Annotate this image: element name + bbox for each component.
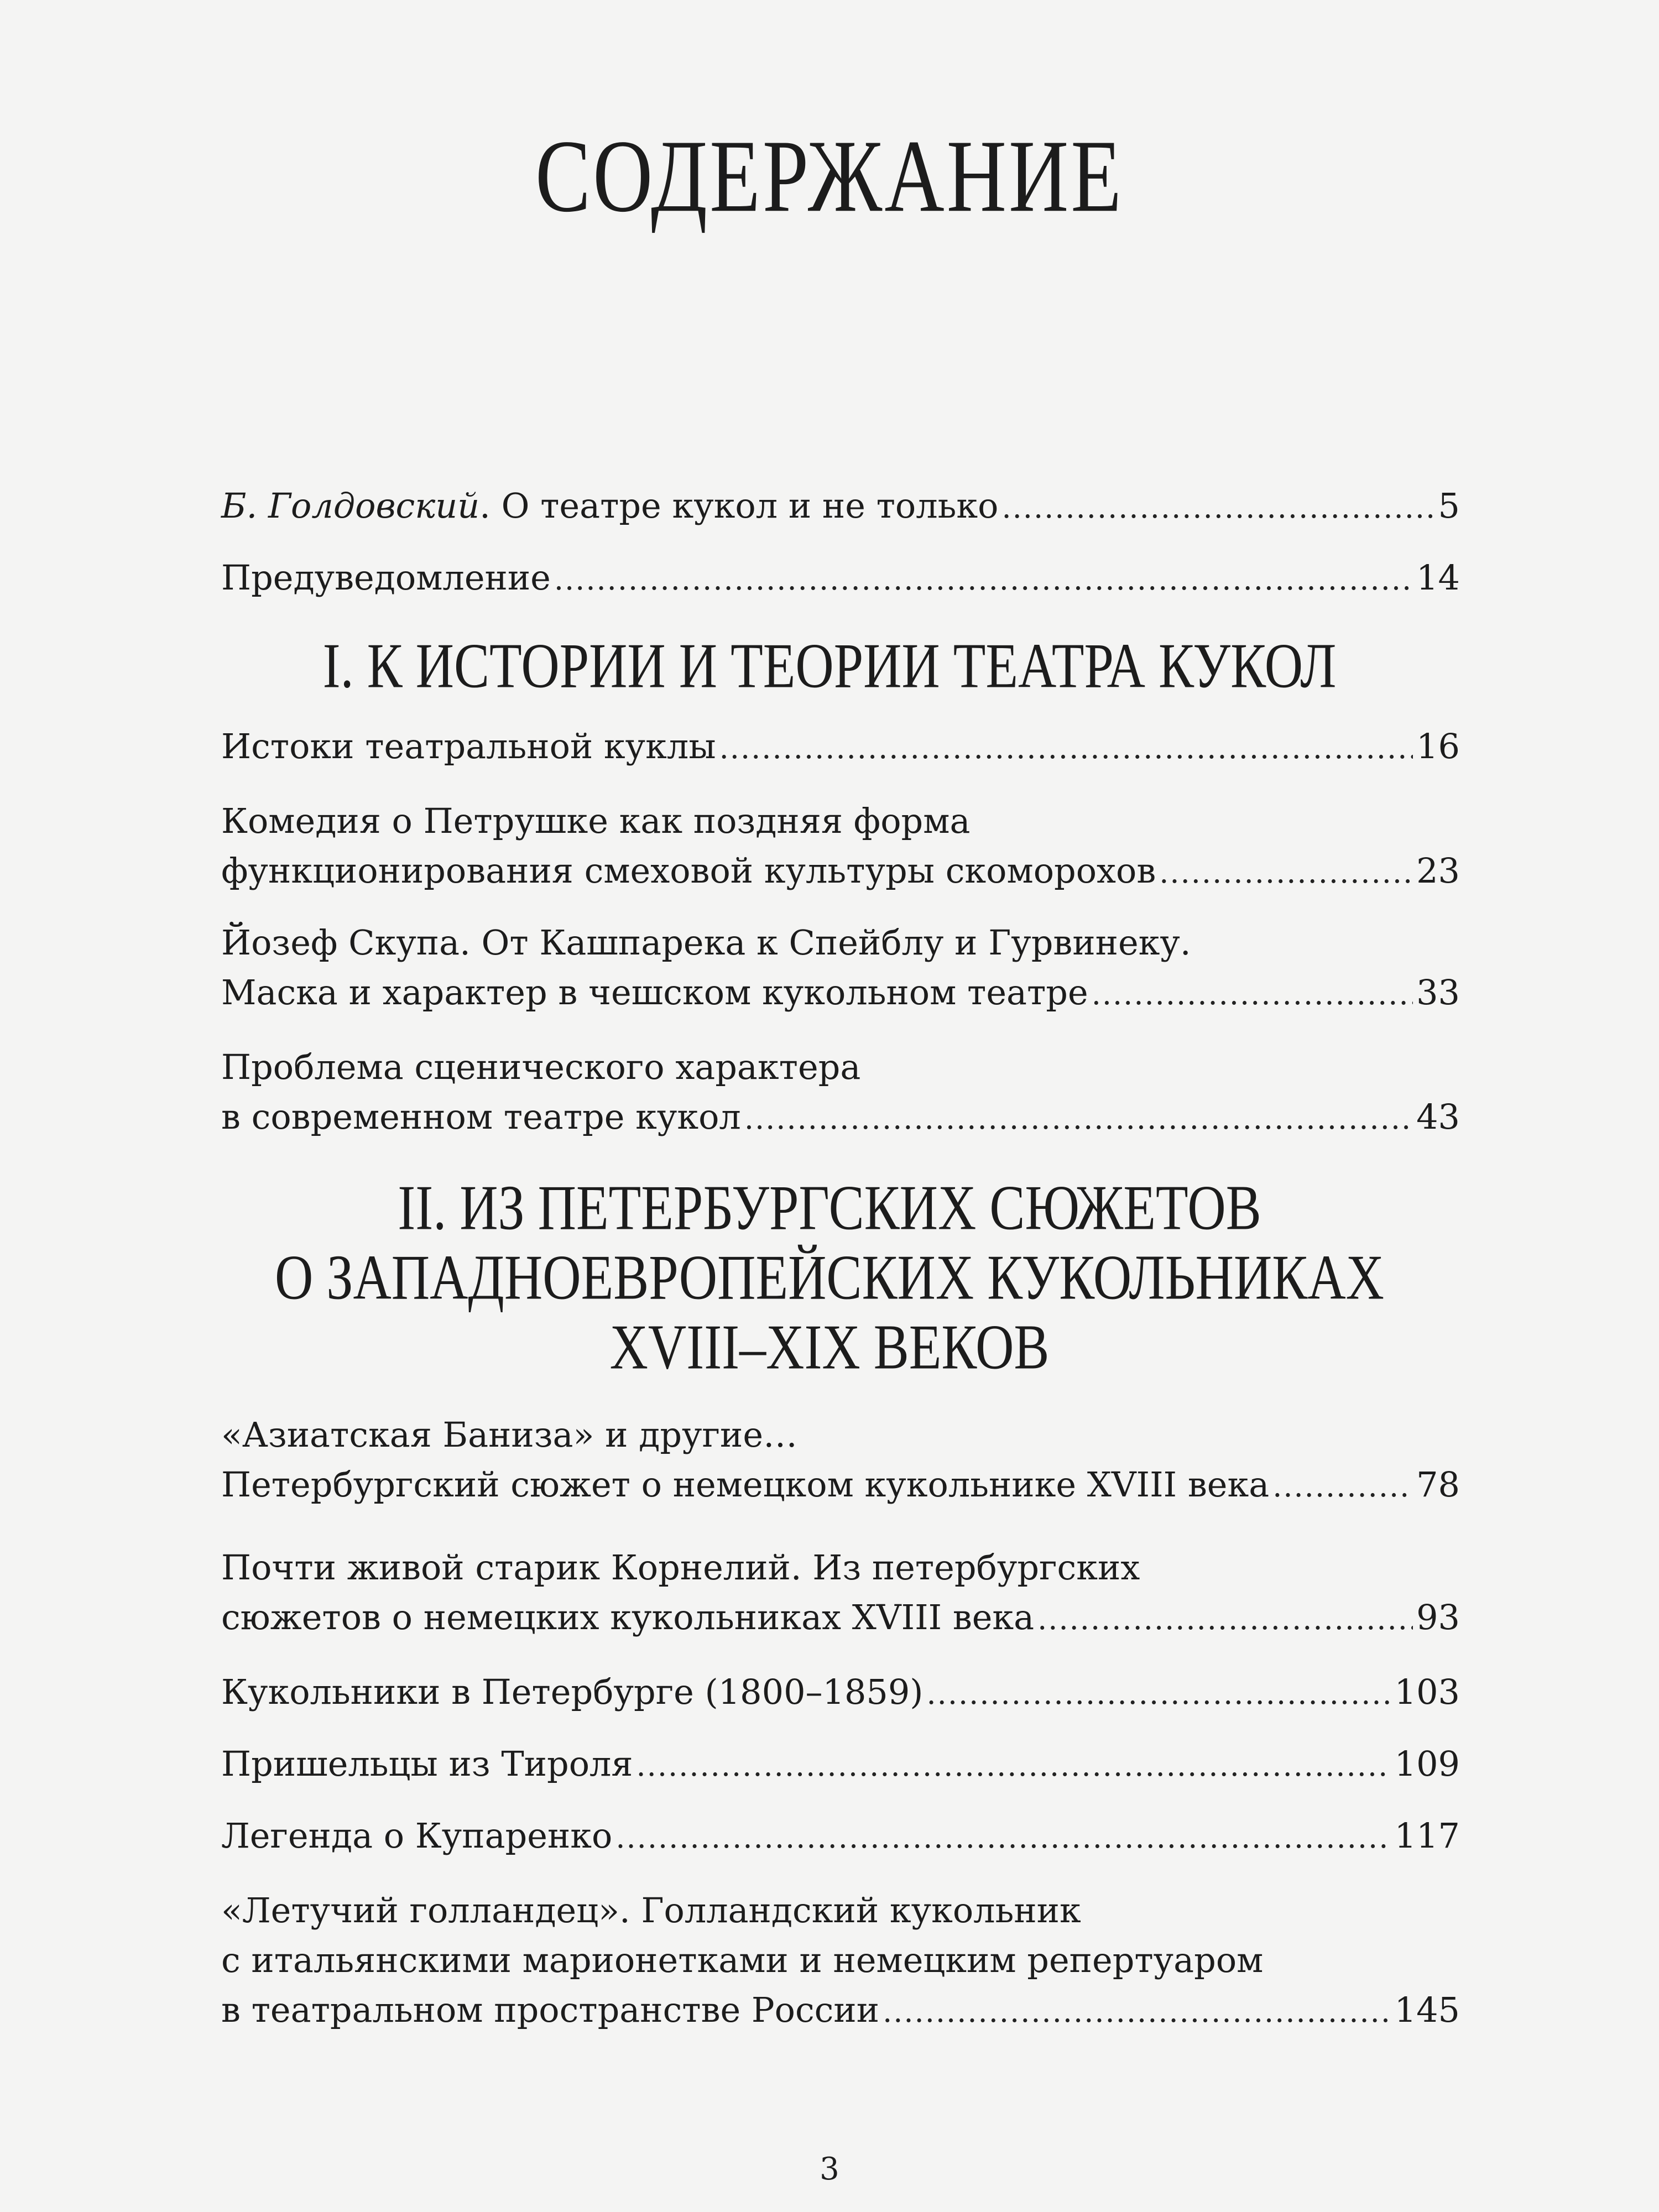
dot-leader [1092, 969, 1413, 1019]
toc-entry [221, 1886, 1460, 2037]
toc-entry [221, 1410, 1460, 1511]
toc-entry [221, 1667, 1460, 1719]
entry-page-number: 109 [1394, 1744, 1460, 1784]
entry-text: Петербургский сюжет о немецком кукольнике XVIII века [221, 1464, 1270, 1505]
entry-page-number: 117 [1394, 1815, 1460, 1856]
toc-entry-preface [221, 553, 1460, 604]
toc-entry [221, 1543, 1460, 1644]
entry-text: Пришельцы из Тироля [221, 1744, 633, 1784]
entry-text: «Азиатская Баниза» и другие… [221, 1415, 798, 1455]
section-heading-2: II. ИЗ ПЕТЕРБУРГСКИХ СЮЖЕТОВ О ЗАПАДНОЕВРОПЕЙСКИХ КУКОЛЬНИКАХ XVIII–XIX ВЕКОВ [275, 1172, 1384, 1383]
entry-text: Йозеф Скупа. От Кашпарека к Спейблу и Гурвинеку. [221, 922, 1191, 963]
entry-text: в современном театре кукол [221, 1097, 741, 1137]
toc-entry [221, 918, 1460, 1019]
entry-page-number: 43 [1416, 1097, 1460, 1137]
toc-entry-foreword [221, 481, 1460, 533]
entry-text: в театральном пространстве России [221, 1990, 880, 2030]
dot-leader [883, 1987, 1391, 2037]
dot-leader [1272, 1462, 1413, 1511]
entry-page-number: 93 [1416, 1597, 1460, 1637]
dot-leader [1001, 483, 1434, 533]
entry-text: функционирования смеховой культуры скоморохов [221, 851, 1156, 891]
entry-page-number: 5 [1438, 486, 1460, 526]
page-number: 3 [820, 2151, 839, 2187]
dot-leader [1159, 848, 1413, 898]
toc-entry [221, 722, 1460, 773]
entry-text: с итальянскими марионетками и немецким репертуаром [221, 1940, 1264, 1980]
entry-text: Истоки театральной куклы [221, 726, 716, 766]
dot-leader [744, 1094, 1413, 1144]
dot-leader [719, 723, 1413, 773]
page-title: СОДЕРЖАНИЕ [535, 119, 1124, 234]
entry-text: сюжетов о немецких кукольниках XVIII века [221, 1597, 1035, 1637]
toc-entry [221, 1811, 1460, 1863]
entry-author: Б. Голдовский [221, 486, 480, 526]
toc-entry [221, 1739, 1460, 1791]
dot-leader [637, 1741, 1391, 1791]
entry-page-number: 145 [1394, 1990, 1460, 2030]
entry-text: Почти живой старик Корнелий. Из петербургских [221, 1547, 1140, 1588]
entry-page-number: 33 [1416, 972, 1460, 1013]
entry-text: Комедия о Петрушке как поздняя форма [221, 801, 971, 841]
dot-leader [1037, 1594, 1413, 1644]
entry-text: Предуведомление [221, 557, 551, 598]
entry-text: Маска и характер в чешском кукольном театре [221, 972, 1088, 1013]
dot-leader [615, 1813, 1391, 1863]
toc-entry [221, 796, 1460, 898]
entry-page-number: 16 [1416, 726, 1460, 766]
entry-page-number: 103 [1394, 1672, 1460, 1712]
entry-page-number: 23 [1416, 851, 1460, 891]
toc-entry [221, 1042, 1460, 1144]
dot-leader [927, 1669, 1391, 1719]
section-heading-1: I. К ИСТОРИИ И ТЕОРИИ ТЕАТРА КУКОЛ [322, 630, 1337, 701]
dot-leader [554, 555, 1413, 604]
entry-page-number: 14 [1416, 557, 1460, 598]
entry-text: Кукольники в Петербурге (1800–1859) [221, 1672, 924, 1712]
entry-page-number: 78 [1416, 1464, 1460, 1505]
entry-text: Б. Голдовский. О театре кукол и не только [221, 486, 999, 526]
entry-text: «Летучий голландец». Голландский кукольник [221, 1890, 1081, 1931]
entry-text: Проблема сценического характера [221, 1047, 861, 1087]
entry-text: Легенда о Купаренко [221, 1815, 613, 1856]
